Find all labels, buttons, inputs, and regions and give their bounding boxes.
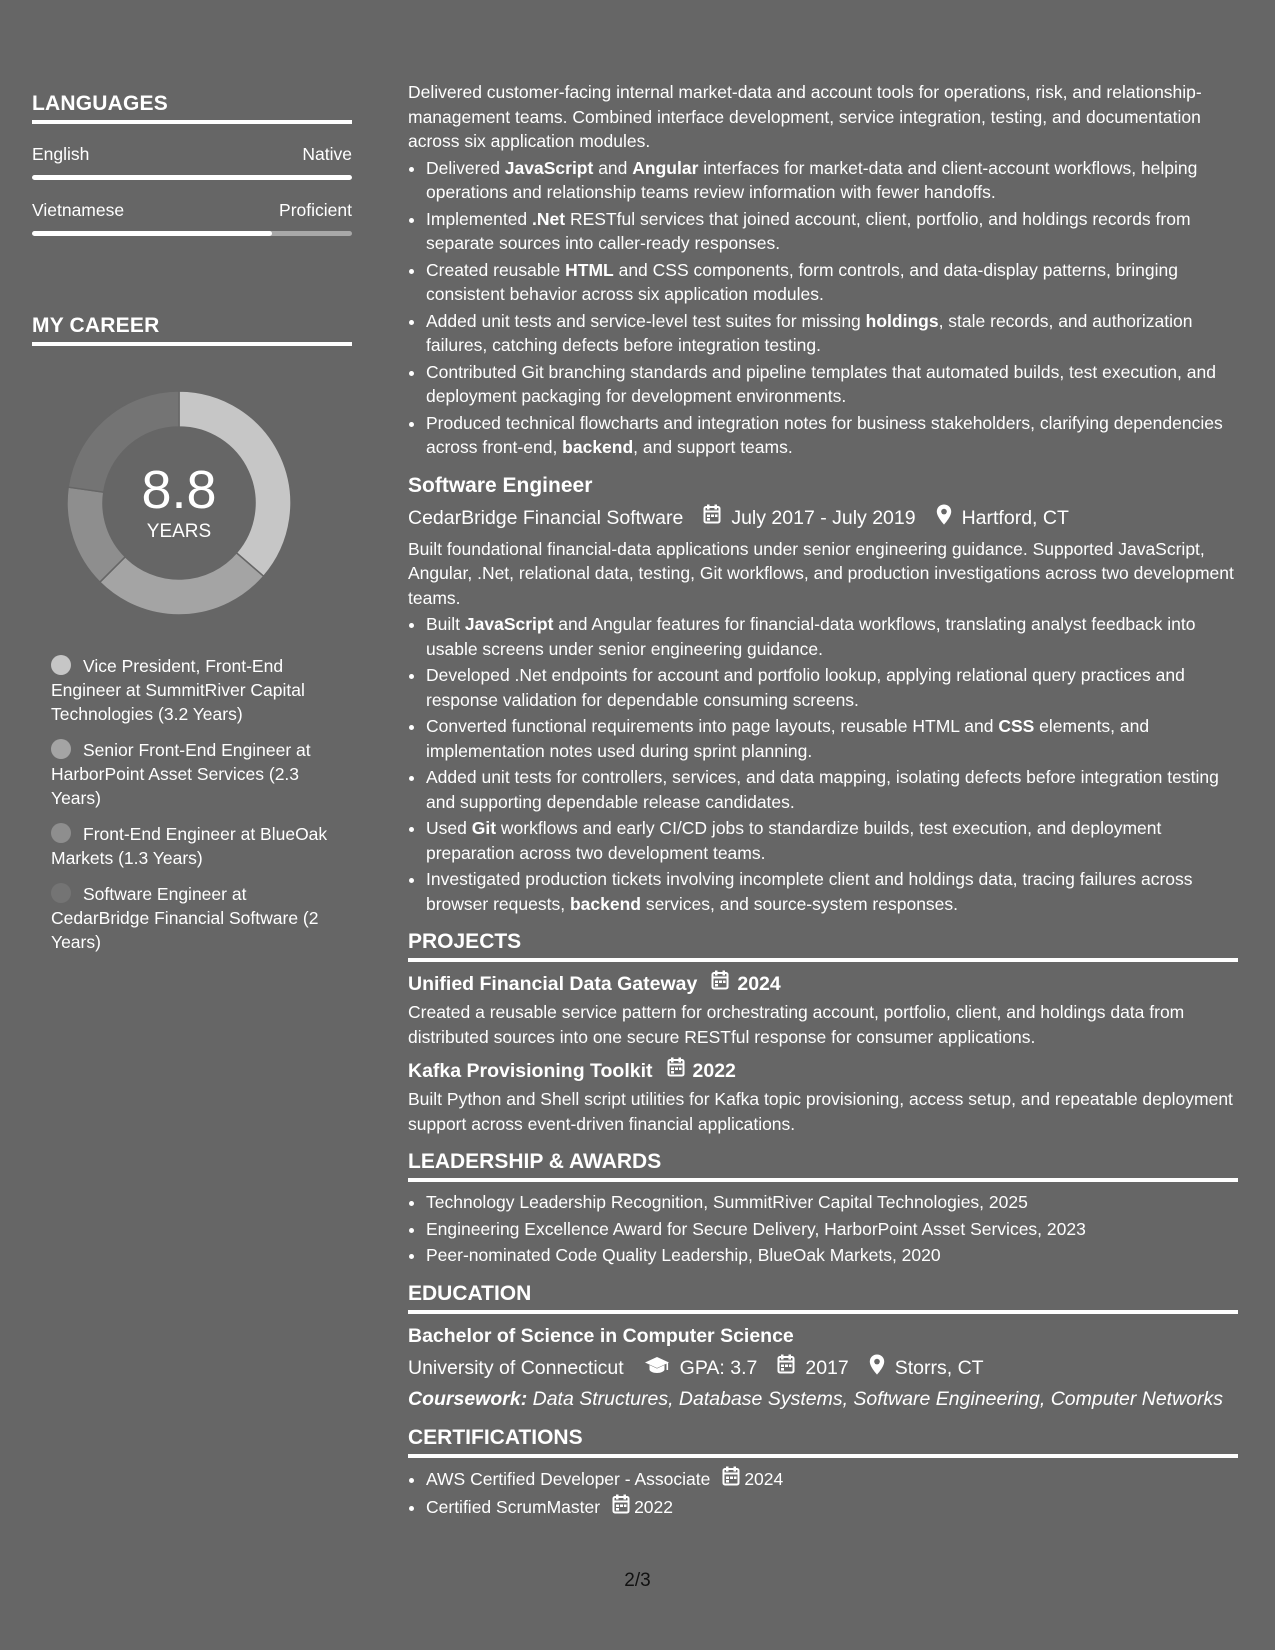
education-year: 2017 [805,1357,849,1379]
certification-item [426,1494,1238,1521]
job-meta [408,504,1238,533]
bullet-item [426,714,1238,763]
bullet-text: and [593,157,633,178]
job-dates: July 2017 - July 2019 [731,507,916,529]
career-legend-label: Software Engineer at CedarBridge Financial Software (2 Years) [51,884,319,952]
bullet-keyword: JavaScript [464,614,554,634]
bullet-item [426,612,1238,661]
bullet-text: interfaces for market-data and client-account workflows, helping operations and relationship teams review information with fewer handoffs. [426,157,1198,202]
left-column [32,92,352,966]
certification-name: • Certified ScrumMaster [426,1497,601,1517]
awards-title: LEADERSHIP & AWARDS [408,1148,1238,1182]
education-meta [408,1354,1238,1383]
award-item: • Technology Leadership Recognition, SummitRiver Capital Technologies, 2025 [426,1190,1238,1215]
calendar-icon [612,1494,630,1521]
language-row [32,200,352,221]
certification-year: 2022 [634,1497,674,1517]
career-legend-label: Front-End Engineer at BlueOak Markets (1.3 Years) [51,824,328,868]
calendar-icon [722,1466,740,1493]
projects-title: PROJECTS [408,928,1238,962]
bullet-text: , stale records, and authorization failures, catching defects before integration testing. [426,310,1193,355]
bullet-text: Created reusable [426,259,566,280]
bullet-text: Added unit tests and service-level test suites for missing [426,310,866,331]
career-legend [51,654,341,954]
right-column [408,80,1238,1523]
bullet-keyword: JavaScript [504,157,594,178]
bullet-item [426,360,1238,409]
project-description: Built Python and Shell script utilities for Kafka topic provisioning, access setup, and repeatable deployment support across event-driven financial applications. [408,1089,1233,1134]
prev-job-bullets [408,156,1238,460]
certification-row [426,1494,673,1521]
bullet-keyword: backend [569,893,641,914]
project-name: Unified Financial Data Gateway [408,973,698,995]
certifications-list [408,1466,1238,1521]
legend-dot-icon [51,823,71,843]
project-name: Kafka Provisioning Toolkit [408,1060,653,1082]
career-legend-item [51,822,341,870]
job-bullets [408,612,1238,916]
language-name: Vietnamese [32,200,125,220]
job-summary: Built foundational financial-data applications under senior engineering guidance. Supported JavaScript, Angular, .Net, relational data, testing, Git workflows, and production investigations across two development teams. [408,538,1234,608]
career-legend-label: Vice President, Front-End Engineer at SummitRiver Capital Technologies (3.2 Years) [51,656,305,724]
projects-list [408,970,1238,1136]
bullet-text: workflows and early CI/CD jobs to standardize builds, test execution, and deployment preparation across two development teams. [426,818,1162,863]
bullet-keyword: Git [471,818,497,838]
certification-item [426,1466,1238,1493]
legend-dot-icon [51,655,71,675]
career-legend-item [51,882,341,954]
calendar-icon [667,1057,685,1085]
bullet-text: and CSS components, form controls, and data-display patterns, bringing consistent behavior across six application modules. [426,259,1178,304]
bullet-item [426,309,1238,358]
calendar-icon [777,1354,795,1382]
bullet-keyword: holdings [865,310,939,331]
bullet-keyword: backend [562,437,634,457]
map-pin-icon [936,504,952,533]
language-name: English [32,144,90,164]
career-donut-chart [66,390,292,616]
language-proficiency-fill [32,175,352,180]
project-title [408,970,1238,998]
bullet-keyword: CSS [998,716,1035,736]
bullet-text: Developed .Net endpoints for account and portfolio lookup, applying relational query practices and response validation for dependable consuming screens. [426,665,1185,710]
project-description: Created a reusable service pattern for orchestrating account, portfolio, client, and holdings data from distributed sources into one secure RESTful response for consumer applications. [408,1002,1185,1047]
bullet-keyword: HTML [565,259,614,280]
award-item: • Peer-nominated Code Quality Leadership, BlueOak Markets, 2020 [426,1243,1238,1268]
coursework-label: Coursework: [408,1387,528,1410]
languages-list [32,144,352,236]
bullet-text: Used [426,818,472,838]
career-title: MY CAREER [32,314,352,346]
project-title [408,1057,1238,1085]
bullet-text: Added unit tests for controllers, services, and data mapping, isolating defects before integration testing and supporting dependable release candidates. [426,767,1219,812]
bullet-text: Contributed Git branching standards and pipeline templates that automated builds, test execution, and deployment packaging for development environments. [426,361,1216,406]
prev-job-summary: Delivered customer-facing internal market-data and account tools for operations, risk, and relationship-management teams. Combined interface development, service integration, testing, and documentation across six application modules. [408,82,1202,151]
bullet-text: Converted functional requirements into page layouts, reusable HTML and [426,716,999,736]
bullet-item [426,156,1238,205]
certification-name: • AWS Certified Developer - Associate [426,1468,711,1489]
bullet-item [426,411,1238,460]
language-level: Proficient [279,200,352,220]
certification-year: 2024 [744,1468,784,1489]
bullet-text: , and support teams. [633,437,793,457]
bullet-text: RESTful services that joined account, client, portfolio, and holdings records from separate sources into caller-ready responses. [426,208,1191,253]
language-row [32,144,352,165]
bullet-text: Implemented [426,208,533,229]
coursework-text: Data Structures, Database Systems, Software Engineering, Computer Networks [532,1387,1224,1410]
bullet-item [426,207,1238,256]
language-proficiency-bar [32,231,352,236]
bullet-text: and Angular features for financial-data workflows, translating analyst feedback into usable screens under senior engineering guidance. [426,614,1196,659]
legend-dot-icon [51,883,71,903]
languages-title: LANGUAGES [32,92,352,124]
project-year: 2024 [737,973,781,995]
bullet-text: Investigated production tickets involving incomplete client and holdings data, tracing failures across browser requests, [426,869,1193,914]
bullet-item [426,867,1238,916]
bullet-text: Delivered [426,157,505,178]
certifications-title: CERTIFICATIONS [408,1424,1238,1458]
education-school: University of Connecticut [408,1357,624,1379]
project-year: 2022 [692,1060,736,1082]
graduation-cap-icon [644,1354,670,1382]
career-legend-item [51,738,341,810]
career-legend-item [51,654,341,726]
language-proficiency-fill [32,231,272,236]
education-gpa: GPA: 3.7 [679,1357,758,1379]
education-coursework [408,1387,1238,1412]
awards-list [408,1190,1238,1268]
calendar-icon [711,970,729,998]
job-company: CedarBridge Financial Software [408,507,684,529]
career-legend-label: Senior Front-End Engineer at HarborPoint Asset Services (2.3 Years) [51,740,311,808]
award-item: • Engineering Excellence Award for Secure Delivery, HarborPoint Asset Services, 2023 [426,1217,1238,1242]
language-proficiency-bar [32,175,352,180]
language-level: Native [302,144,352,164]
bullet-item [426,816,1238,865]
page-number: 2/3 [624,1570,651,1591]
bullet-text: Produced technical flowcharts and integration notes for business stakeholders, clarifying dependencies across front-end, [426,412,1223,457]
bullet-keyword: .Net [532,208,566,229]
career-total-value: 8.8 [141,460,217,520]
bullet-item [426,765,1238,814]
bullet-keyword: Angular [632,157,699,178]
job-title: Software Engineer [408,473,593,497]
certification-row [426,1466,783,1493]
bullet-item [426,663,1238,712]
bullet-text: Built [426,614,465,634]
job-location: Hartford, CT [961,507,1069,529]
donut-center [66,390,292,616]
bullet-item [426,258,1238,307]
map-pin-icon [869,1354,885,1383]
education-degree: Bachelor of Science in Computer Science [408,1324,794,1347]
education-title: EDUCATION [408,1280,1238,1314]
education-location: Storrs, CT [894,1357,984,1379]
career-total-unit: YEARS [146,521,212,542]
bullet-text: services, and source-system responses. [640,893,959,914]
legend-dot-icon [51,739,71,759]
bullet-text: elements, and implementation notes used during sprint planning. [426,716,1150,761]
calendar-icon [703,504,721,532]
